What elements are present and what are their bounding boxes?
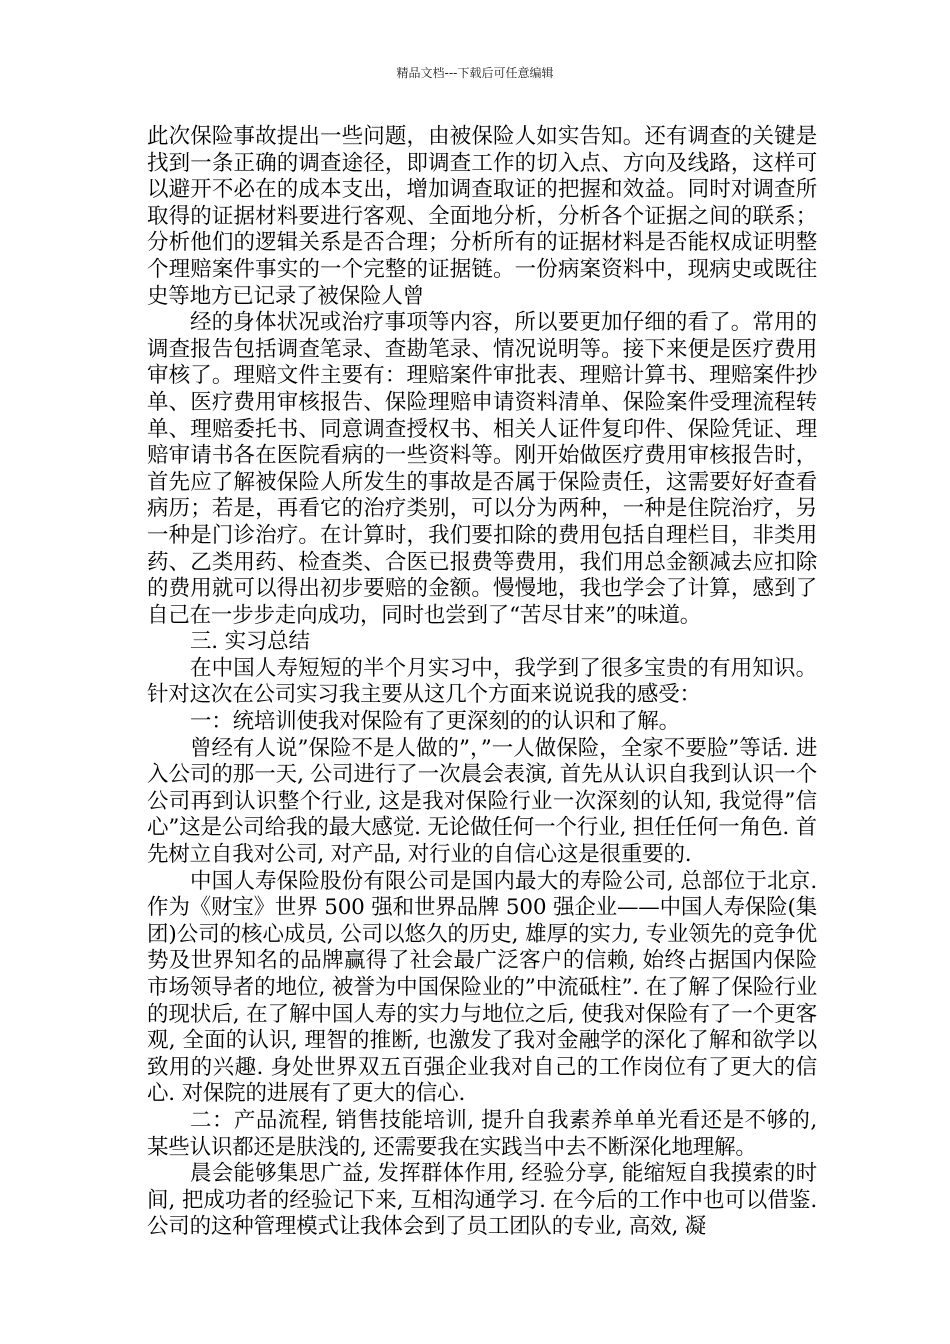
paragraph-confidence: 曾经有人说”保险不是人做的”，”一人做保险，全家不要脸”等话. 进入公司的那一天, 公司进行了一次晨会表演, 首先从认识自我到认识一个公司再到认识整个行业, 这是我对保险行业一次深刻的认知, 我觉得”信心”这是公司给我的最大感觉. 无论做任何一个行业, 担任任何一角色. 首先树立自我对公司, 对产品, 对行业的自信心这是很重要的. [147, 735, 817, 868]
paragraph-point-one: 一：统培训使我对保险有了更深刻的的认识和了解。 [190, 709, 680, 735]
paragraph-investigation: 此次保险事故提出一些问题，由被保险人如实告知。还有调查的关键是找到一条正确的调查途径，即调查工作的切入点、方向及线路，这样可以避开不必在的成本支出，增加调查取证的把握和效益。同时对调查所取得的证据材料要进行客观、全面地分析，分析各个证据之间的联系；分析他们的逻辑关系是否合理；分析所有的证据材料是否能权成证明整个理赔案件事实的一个完整的证据链。一份病案资料中，现病史或既往史等地方已记录了被保险人曾 [147, 124, 817, 309]
section-heading-summary: 三. 实习总结 [190, 629, 310, 655]
paragraph-company-intro: 中国人寿保险股份有限公司是国内最大的寿险公司, 总部位于北京. 作为《财宝》世界 500 强和世界品牌 500 强企业——中国人寿保险(集团)公司的核心成员, 公司以悠久的历史, 雄厚的实力, 专业领先的竞争优势及世界知名的品牌赢得了社会最广泛客户的信赖, 始终占据国内保险市场领导者的地位, 被誉为中国保险业的”中流砥柱”. 在了解了保险行业的现状后, 在了解中国人寿的实力与地位之后, 使我对保险有了一个更客观, 全面的认识, 理智的推断, 也激发了我对金融学的深化了解和欲学以致用的兴趣. 身处世界双五百强企业我对自己的工作岗位有了更大的信心. 对保院的进展有了更大的信心. [147, 868, 817, 1107]
paragraph-summary-intro: 在中国人寿短短的半个月实习中，我学到了很多宝贵的有用知识。针对这次在公司实习我主要从这几个方面来说说我的感受： [147, 655, 817, 708]
paragraph-morning-meeting: 晨会能够集思广益, 发挥群体作用, 经验分享, 能缩短自我摸索的时间, 把成功者的经验记下来, 互相沟通学习. 在今后的工作中也可以借鉴. 公司的这种管理模式让我体会到了员工团队的专业, 高效, 凝 [147, 1161, 817, 1240]
document-body [147, 124, 817, 1241]
page-header: 精品文档---下载后可任意编辑 [396, 66, 554, 80]
paragraph-claims-files: 经的身体状况或治疗事项等内容，所以要更加仔细的看了。常用的调查报告包括调查笔录、查勘笔录、情况说明等。接下来便是医疗费用审核了。理赔文件主要有：理赔案件审批表、理赔计算书、理赔案件抄单、医疗费用审核报告、保险理赔申请资料清单、保险案件受理流程转单、理赔委托书、同意调查授权书、相关人证件复印件、保险凭证、理赔审请书各在医院看病的一些资料等。刚开始做医疗费用审核报告时，首先应了解被保险人所发生的事故是否属于保险责任，这需要好好查看病历；若是，再看它的治疗类别，可以分为两种，一种是住院治疗，另一种是门诊治疗。在计算时，我们要扣除的费用包括自理栏目，非类用药、乙类用药、检查类、合医已报费等费用，我们用总金额减去应扣除的费用就可以得出初步要赔的金额。慢慢地，我也学会了计算，感到了自己在一步步走向成功，同时也尝到了“苦尽甘来”的味道。 [147, 310, 817, 628]
paragraph-point-two: 二：产品流程, 销售技能培训, 提升自我素养单单光看还是不够的, 某些认识都还是肤浅的, 还需要我在实践当中去不断深化地理解。 [147, 1107, 817, 1160]
